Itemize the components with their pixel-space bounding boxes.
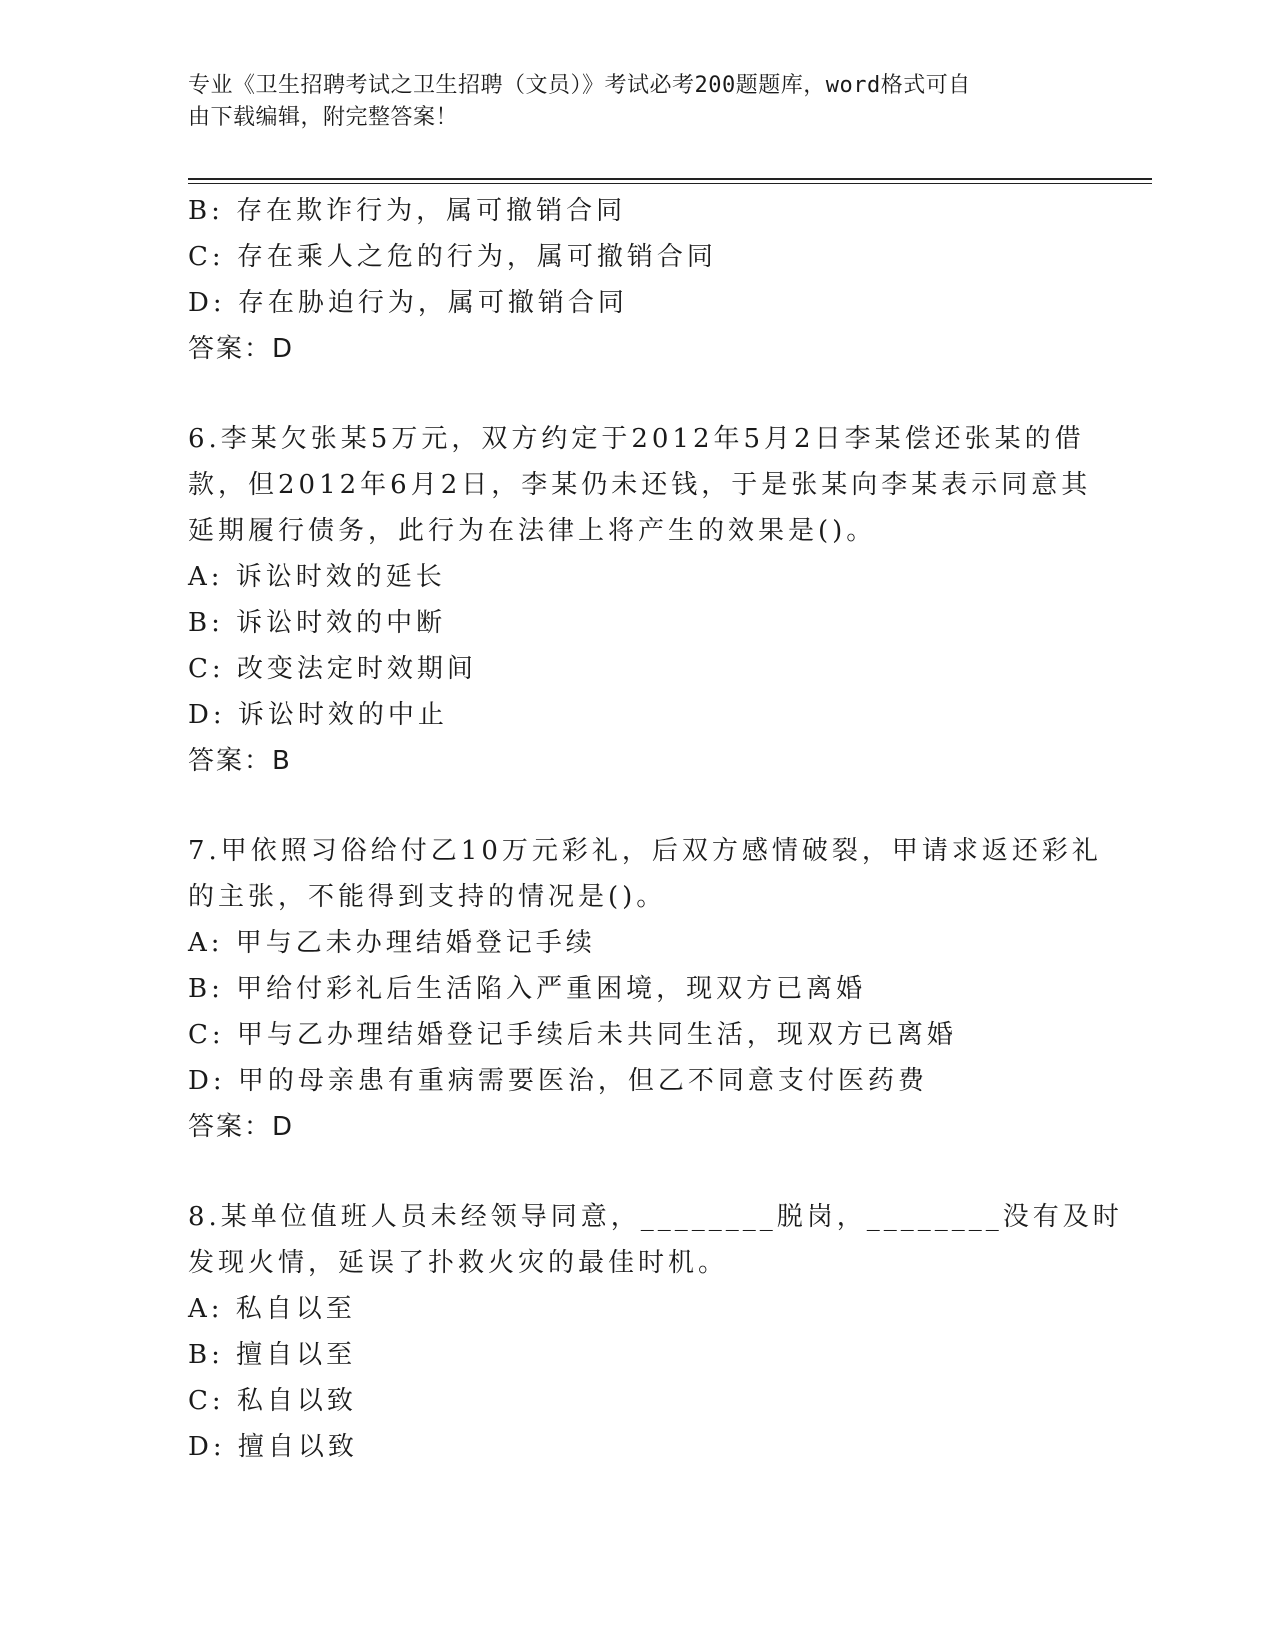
q6-stem-line-3: 延期履行债务，此行为在法律上将产生的效果是()。 [188,516,877,546]
question-6 [188,416,1092,784]
q8-option-c: C: 私自以致 [188,1386,357,1416]
header-rule-thin [188,183,1152,184]
q6-option-a: A: 诉讼时效的延长 [188,562,446,592]
q6-option-d: D: 诉讼时效的中止 [188,700,448,730]
spacer [188,1150,1088,1194]
q5-option-d: D: 存在胁迫行为，属可撤销合同 [188,288,628,318]
q8-option-b: B: 擅自以至 [188,1340,357,1370]
q8-option-a: A: 私自以至 [188,1294,356,1324]
document-header [188,70,1068,134]
q6-option-b: B: 诉讼时效的中断 [188,608,447,638]
q8-stem-line-1: 8.某单位值班人员未经领导同意，________脱岗，________没有及时 [188,1202,1123,1232]
question-5 [188,188,1088,372]
q7-option-d: D: 甲的母亲患有重病需要医治，但乙不同意支付医药费 [188,1066,928,1096]
q7-option-c: C: 甲与乙办理结婚登记手续后未共同生活，现双方已离婚 [188,1020,957,1050]
q7-stem-line-2: 的主张，不能得到支持的情况是()。 [188,882,667,912]
q6-stem-line-2: 款，但2012年6月2日，李某仍未还钱，于是张某向李某表示同意其 [188,470,1092,500]
header-line-1: 专业《卫生招聘考试之卫生招聘（文员）》考试必考200题题库，word格式可自 [188,73,971,98]
q6-answer: 答案：B [188,746,292,776]
q7-answer: 答案：D [188,1112,295,1142]
q5-option-b: B: 存在欺诈行为，属可撤销合同 [188,196,627,226]
question-8 [188,1194,1123,1470]
q5-option-c: C: 存在乘人之危的行为，属可撤销合同 [188,242,717,272]
header-line-2: 由下载编辑，附完整答案！ [188,105,459,130]
spacer [188,784,1088,828]
q7-option-b: B: 甲给付彩礼后生活陷入严重困境，现双方已离婚 [188,974,867,1004]
q6-option-c: C: 改变法定时效期间 [188,654,477,684]
question-list [188,188,1123,1470]
q8-stem-line-2: 发现火情，延误了扑救火灾的最佳时机。 [188,1248,729,1278]
q5-answer: 答案：D [188,334,295,364]
q8-option-d: D: 擅自以致 [188,1432,358,1462]
q6-stem-line-1: 6.李某欠张某5万元，双方约定于2012年5月2日李某偿还张某的借 [188,424,1085,454]
q7-stem-line-1: 7.甲依照习俗给付乙10万元彩礼，后双方感情破裂，甲请求返还彩礼 [188,836,1102,866]
header-rule-thick [188,178,1152,180]
spacer [188,372,1088,416]
question-7 [188,828,1102,1150]
q7-option-a: A: 甲与乙未办理结婚登记手续 [188,928,596,958]
